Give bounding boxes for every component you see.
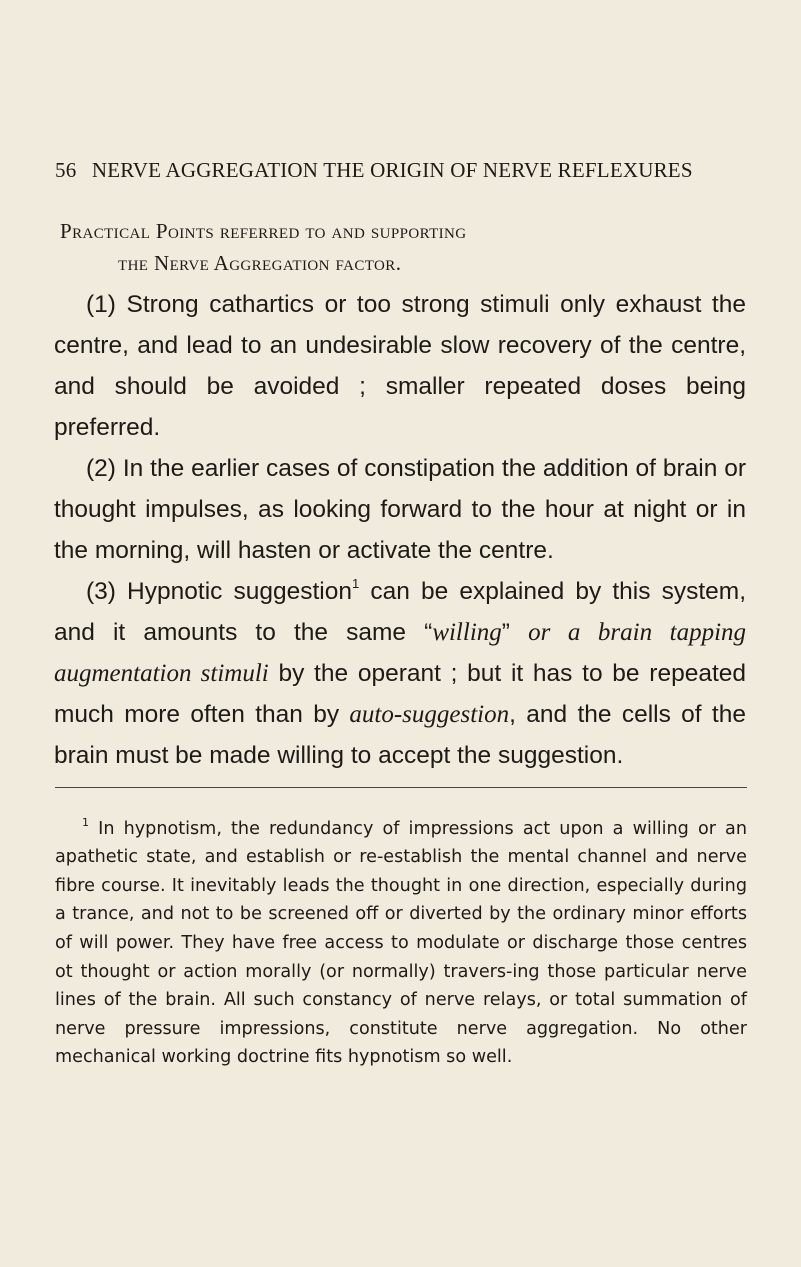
emphasis-willing: willing xyxy=(432,619,502,646)
paragraph-3-part-a: (3) Hypnotic suggestion xyxy=(86,578,353,605)
paragraph-2: (2) In the earlier cases of constipation the addition of brain or thought impulses, as looking forward to the hour at night or in the morning, will hasten or activate the centre. xyxy=(54,455,746,564)
paragraph-1: (1) Strong cathartics or too strong stimuli only exhaust the centre, and lead to an undesirable slow recovery of the centre, and should be avoided ; smaller repeated doses being preferred. xyxy=(54,291,746,441)
page-number: 56 xyxy=(55,158,77,182)
footnote-marker: 1 xyxy=(82,815,89,829)
paragraph-3-part-c: ” xyxy=(501,619,529,646)
footnote-reference: 1 xyxy=(352,576,360,591)
emphasis-auto-suggestion: auto-suggestion xyxy=(349,701,510,728)
section-title-line-1: Practical Points referred to and supporting xyxy=(60,219,467,243)
paragraph-3-part-b: can be explained by this system, and it amounts to the same “ xyxy=(54,578,746,646)
paragraph-3 xyxy=(54,571,746,776)
footnote xyxy=(55,815,747,1072)
emphasis-brain-tapping: or a brain tapping augmentation stimuli xyxy=(54,619,747,687)
footnote-text: In hypnotism, the redundancy of impressions act upon a willing or an apathetic state, and establish or re-establish the mental channel and nerve fibre course. It inevitably leads the thought in one direction, especially during a trance, and not to be screened off or diverted by the ordinary minor efforts of will power. They have free access to modulate or discharge those centres ot thought or action morally (or normally) travers-ing those particular nerve lines of the brain. All such constancy of nerve relays, or total summation of nerve pressure impressions, constitute nerve aggregation. No other mechanical working doctrine fits hypnotism so well. xyxy=(55,818,747,1068)
running-header xyxy=(55,158,745,183)
footnote-divider xyxy=(55,787,747,788)
section-title-line-2: the Nerve Aggregation factor. xyxy=(118,251,402,275)
body-text xyxy=(54,284,746,776)
paragraph-3-part-d: by the operant ; but it has to be repeated much more often than by xyxy=(54,660,747,728)
running-title: NERVE AGGREGATION THE ORIGIN OF NERVE REFLEXURES xyxy=(91,158,693,182)
section-title xyxy=(60,215,750,279)
paragraph-3-part-e: , and the cells of the brain must be made willing to accept the suggestion. xyxy=(54,701,746,769)
